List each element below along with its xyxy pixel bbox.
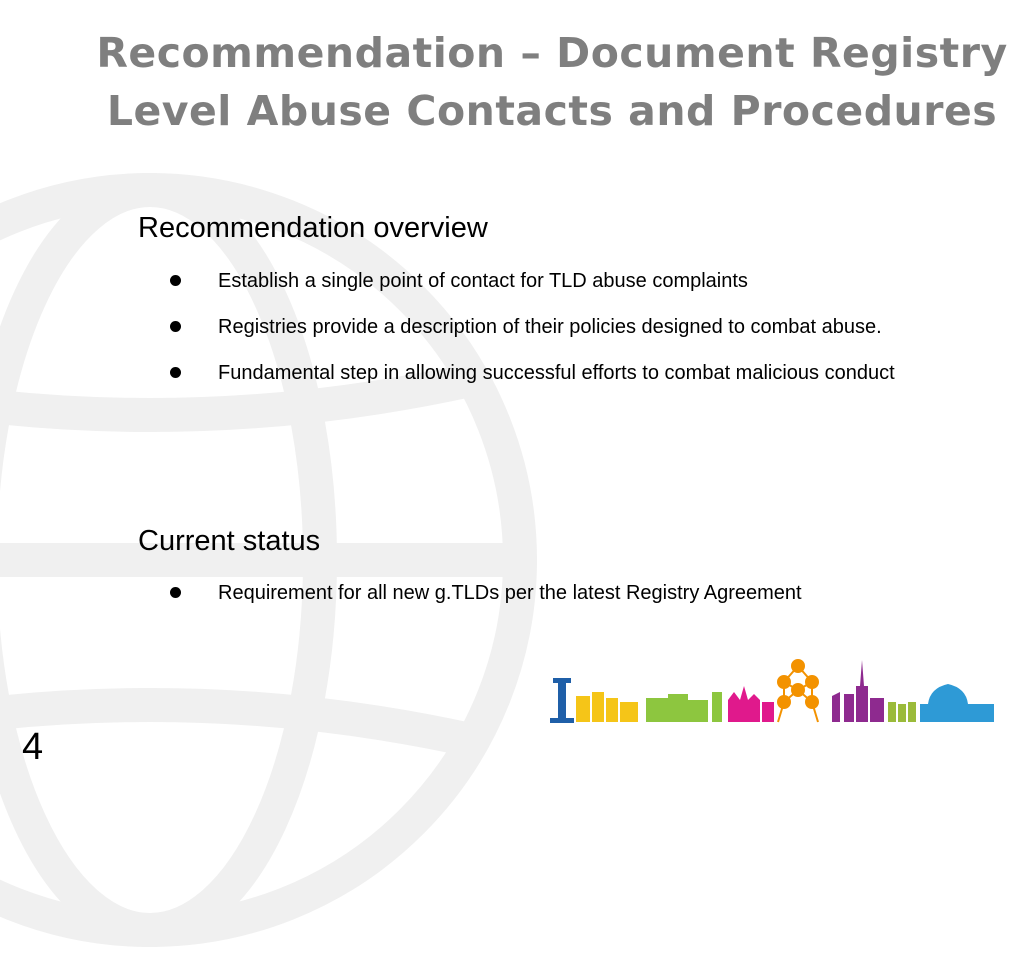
city-skyline-illustration: [548, 656, 998, 726]
bullet-text: Fundamental step in allowing successful efforts to combat malicious conduct: [218, 362, 895, 384]
slide-title-line-1: Recommendation – Document Registry: [96, 29, 1008, 77]
bullet-text: Requirement for all new g.TLDs per the latest Registry Agreement: [218, 582, 802, 604]
list-item: [170, 579, 970, 608]
current-status-list: [170, 579, 970, 608]
recommendation-overview-list: [170, 267, 970, 388]
bullet-text: Establish a single point of contact for TLD abuse complaints: [218, 270, 748, 292]
bullet-text: Registries provide a description of their policies designed to combat abuse.: [218, 316, 882, 338]
bullet-dot: [170, 587, 181, 598]
slide-title-line-2: Level Abuse Contacts and Procedures: [106, 87, 998, 135]
bullet-dot: [170, 275, 181, 286]
section-heading-recommendation-overview: Recommendation overview: [138, 212, 488, 244]
list-item: [170, 313, 948, 342]
section-heading-current-status: Current status: [138, 525, 321, 557]
bullet-dot: [170, 367, 181, 378]
page-number: 4: [22, 726, 44, 768]
list-item: [170, 359, 958, 388]
slide-title: [80, 24, 1024, 140]
bullet-dot: [170, 321, 181, 332]
list-item: [170, 267, 970, 296]
